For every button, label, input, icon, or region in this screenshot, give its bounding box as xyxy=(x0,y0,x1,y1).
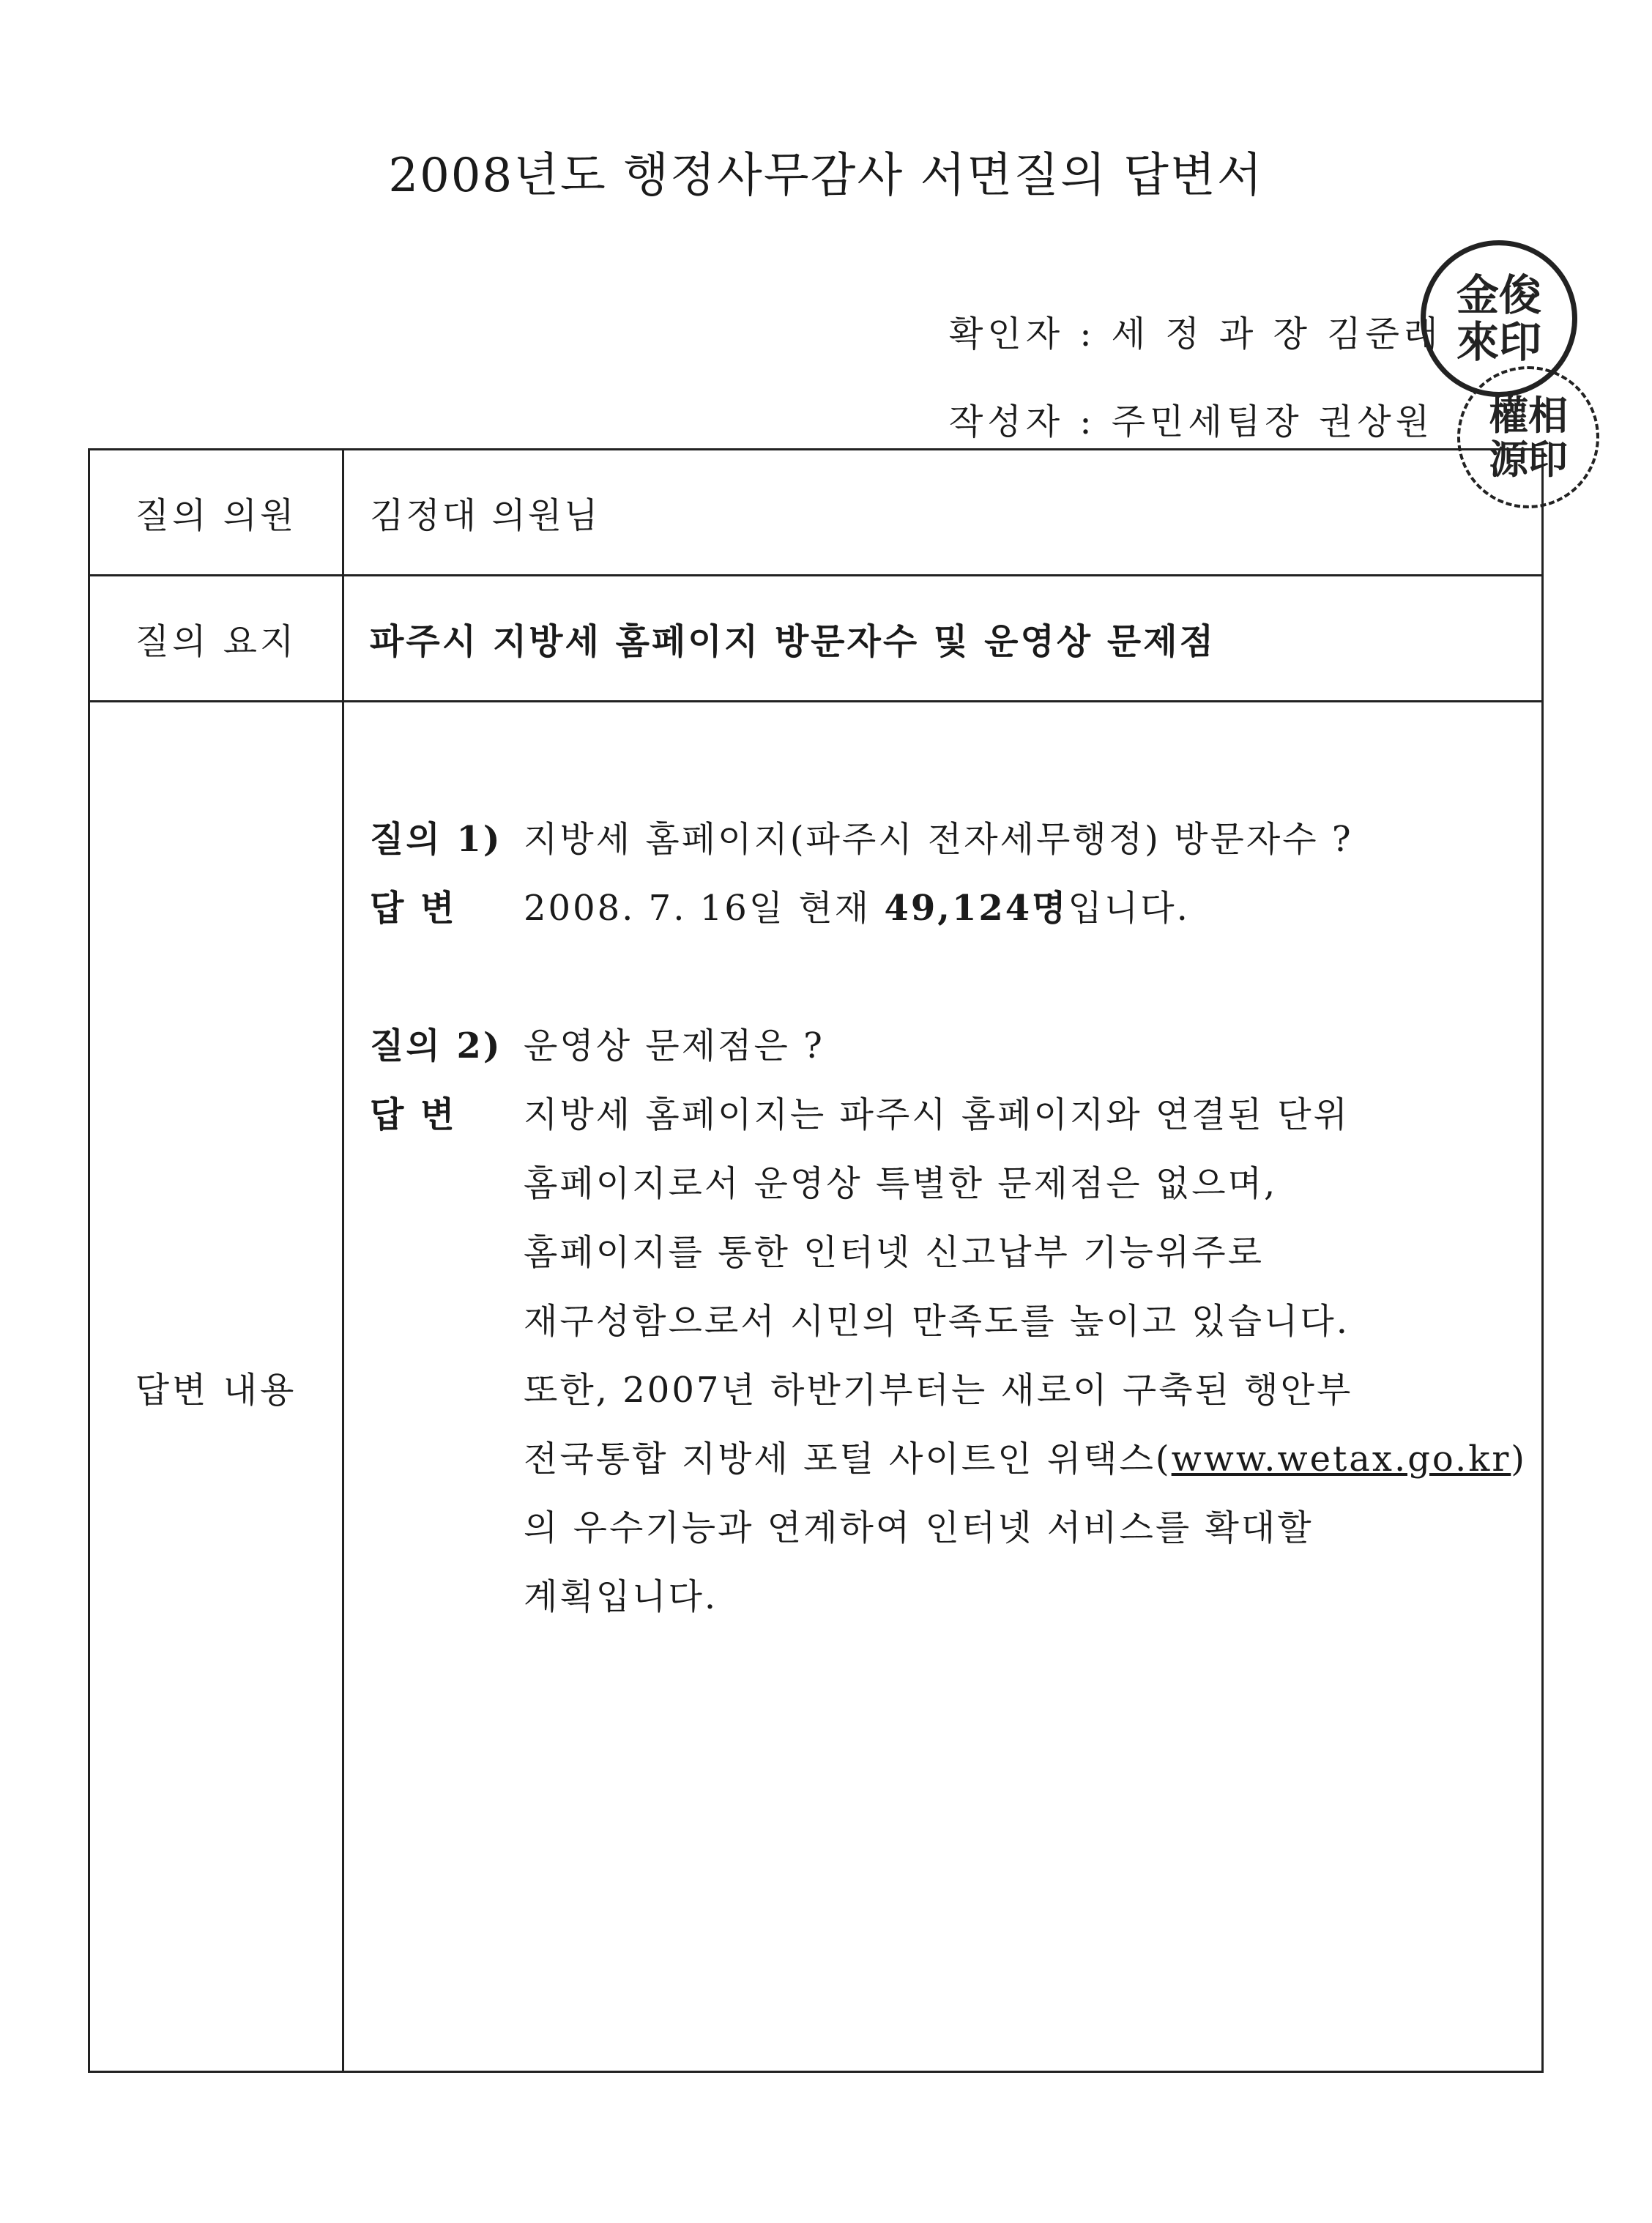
wetax-link[interactable]: www.wetax.go.kr xyxy=(1171,1439,1511,1480)
answer-2-line-1: 지방세 홈페이지는 파주시 홈페이지와 연결된 단위 xyxy=(524,1094,1350,1135)
spacer xyxy=(370,943,1519,1012)
answer-2-line-4: 재구성함으로서 시민의 만족도를 높이고 있습니다. xyxy=(524,1301,1350,1342)
table-row-summary xyxy=(90,576,1541,702)
author-line: 작성자 : 주민세팀장 권상원 xyxy=(949,401,1434,442)
confirmer-line: 확인자 : 세 정 과 장 김준래 xyxy=(949,313,1443,355)
answer-2-line-6-post: ) xyxy=(1511,1439,1528,1480)
answer-2-line-3: 홈페이지를 통한 인터넷 신고납부 기능위주로 xyxy=(524,1232,1265,1273)
column-divider xyxy=(342,450,344,574)
column-divider xyxy=(342,702,344,2071)
answer-label: 답변 내용 xyxy=(135,1369,297,1411)
answer-content xyxy=(370,805,1528,1631)
answer-2-line-6-pre: 전국통합 지방세 포털 사이트인 위택스( xyxy=(524,1439,1172,1480)
answer-2-line-5: 또한, 2007년 하반기부터는 새로이 구축된 행안부 xyxy=(524,1370,1353,1411)
question-2-head: 질의 2) xyxy=(370,1025,502,1066)
answer-1-text-pre: 2008. 7. 16일 현재 xyxy=(524,888,885,929)
answer-1 xyxy=(370,874,1519,943)
visitor-count: 49,124명 xyxy=(884,888,1068,929)
document-title: 2008년도 행정사무감사 서면질의 답변서 xyxy=(388,149,1264,203)
answer-2-line-6 xyxy=(370,1425,1528,1493)
answer-2-line-7: 의 우수기능과 연계하여 인터넷 서비스를 확대할 xyxy=(524,1507,1314,1548)
summary-label: 질의 요지 xyxy=(135,621,297,662)
summary-value: 파주시 지방세 홈페이지 방문자수 및 운영상 문제점 xyxy=(370,621,1216,662)
answer-2 xyxy=(370,1080,1519,1149)
answer-2-head: 답 변 xyxy=(370,1094,457,1135)
confirmer-seal-text: 金俊來印 xyxy=(1456,270,1541,367)
questioner-value: 김정대 의원님 xyxy=(370,495,600,536)
column-divider xyxy=(342,576,344,700)
question-1-text: 지방세 홈페이지(파주시 전자세무행정) 방문자수 ? xyxy=(524,819,1353,860)
author-seal-text: 權相源印 xyxy=(1489,392,1568,483)
questioner-label: 질의 의원 xyxy=(135,495,297,536)
question-2 xyxy=(370,1012,1519,1080)
answer-1-text-post: 입니다. xyxy=(1068,888,1190,929)
table-row-questioner xyxy=(90,450,1541,576)
question-1-head: 질의 1) xyxy=(370,819,502,860)
signature-block xyxy=(949,290,1442,466)
answer-form-table xyxy=(88,448,1544,2073)
table-row-answer xyxy=(90,702,1541,2071)
answer-1-head: 답 변 xyxy=(370,888,457,929)
answer-2-line-8: 계획입니다. xyxy=(524,1576,718,1617)
answer-2-line-2: 홈페이지로서 운영상 특별한 문제점은 없으며, xyxy=(524,1163,1278,1204)
question-1 xyxy=(370,805,1519,874)
question-2-text: 운영상 문제점은 ? xyxy=(524,1025,825,1066)
